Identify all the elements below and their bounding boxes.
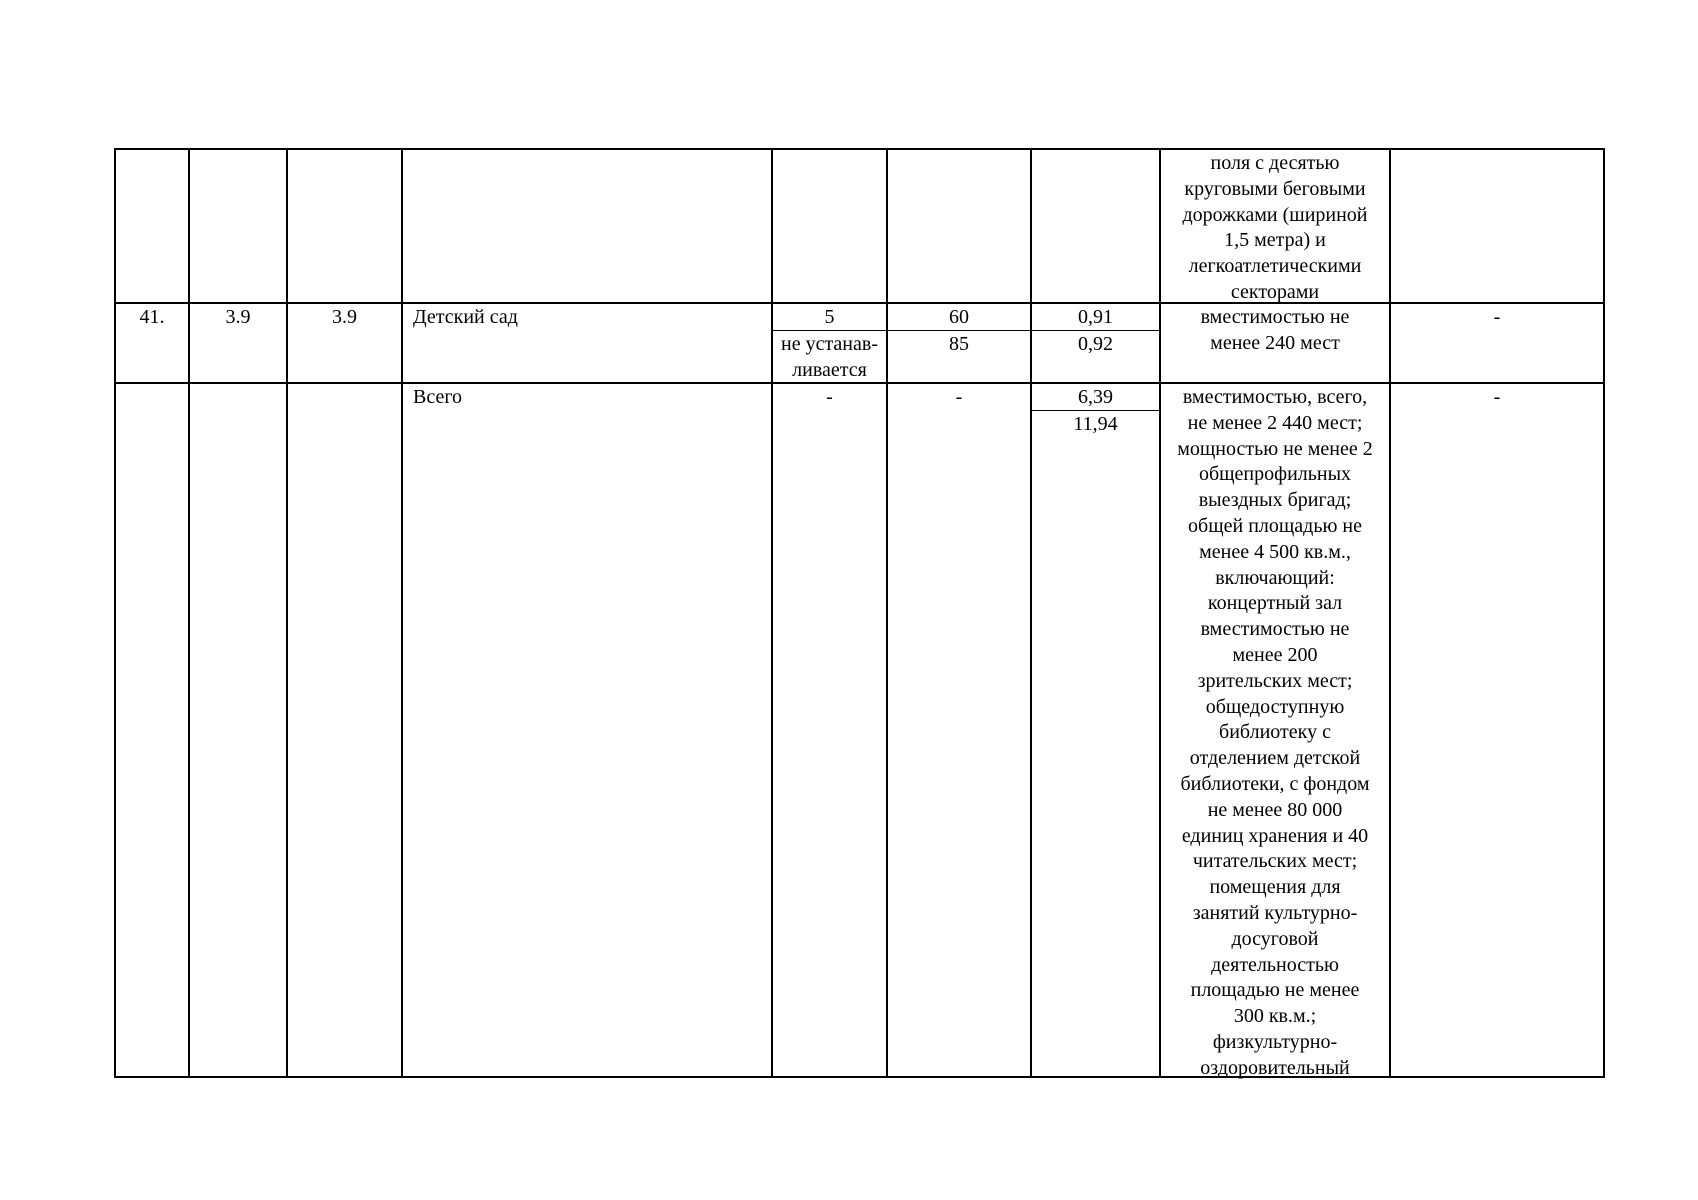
text-line: досуговой <box>1231 927 1319 950</box>
text-line: физкультурно- <box>1212 1030 1338 1053</box>
text-line: концертный зал <box>1207 592 1343 615</box>
row-41-val-a-2 <box>773 332 886 384</box>
row-41-name: Детский сад <box>413 306 518 328</box>
text-line: вместимостью, всего, <box>1182 386 1368 408</box>
text-line: общей площадью не <box>1188 514 1362 537</box>
col-border-4 <box>771 148 773 1078</box>
text-line: менее 200 <box>1232 643 1318 666</box>
text-line: вместимостью не <box>1200 306 1350 328</box>
row-41-col2: 3.9 <box>225 306 251 328</box>
row-41-number: 41. <box>139 306 165 328</box>
row-41-val-b-1: 60 <box>949 306 969 328</box>
text-line: помещения для <box>1209 876 1341 899</box>
text-line: общедоступную <box>1205 695 1345 718</box>
row-41-last: - <box>1493 306 1501 328</box>
text-line: вместимостью не <box>1200 618 1350 641</box>
table-top-border <box>114 148 1605 150</box>
total-name: Всего <box>413 386 463 408</box>
text-line: не менее 2 440 мест; <box>1187 411 1363 434</box>
text-line: библиотеки, с фондом <box>1180 772 1370 795</box>
text-line: 1,5 метра) и <box>1224 229 1326 252</box>
text-line: читательских мест; <box>1192 850 1358 873</box>
row-41-val-c-2: 0,92 <box>1078 333 1113 355</box>
row-41-description <box>1161 305 1389 357</box>
text-line: зрительских мест; <box>1197 669 1353 692</box>
text-line: не устанав- <box>780 333 878 355</box>
text-line: включающий: <box>1215 566 1335 589</box>
text-line: дорожками (шириной <box>1182 203 1368 226</box>
cont-row-description <box>1161 151 1389 306</box>
text-line: ливается <box>792 358 867 381</box>
text-line: секторами <box>1230 280 1320 303</box>
text-line: мощностью не менее 2 <box>1177 437 1373 460</box>
col-border-2 <box>286 148 288 1078</box>
text-line: занятий культурно- <box>1192 901 1358 924</box>
total-description <box>1161 385 1389 1082</box>
text-line: выездных бригад; <box>1198 489 1352 512</box>
text-line: круговыми беговыми <box>1184 177 1366 200</box>
row-41-col3: 3.9 <box>332 306 357 328</box>
text-line: единиц хранения и 40 <box>1181 824 1369 847</box>
total-val-a: - <box>826 386 833 408</box>
col-border-8 <box>1389 148 1391 1078</box>
col-border-5 <box>886 148 888 1078</box>
total-last: - <box>1493 386 1501 408</box>
col-border-0 <box>114 148 116 1078</box>
total-val-c-denominator: 11,94 <box>1073 413 1118 435</box>
text-line: отделением детской <box>1189 747 1361 770</box>
col-border-9 <box>1603 148 1605 1078</box>
text-line: оздоровительный <box>1200 1056 1350 1079</box>
text-line: менее 4 500 кв.м., <box>1199 540 1351 563</box>
text-line: библиотеку с <box>1219 721 1331 744</box>
total-val-b: - <box>955 386 963 408</box>
col-border-1 <box>188 148 190 1078</box>
text-line: площадью не менее <box>1190 979 1360 1002</box>
text-line: деятельностью <box>1211 953 1339 976</box>
text-line: общепрофильных <box>1198 463 1352 486</box>
col-border-6 <box>1030 148 1032 1078</box>
col-border-3 <box>401 148 403 1078</box>
text-line: менее 240 мест <box>1210 331 1340 354</box>
total-val-c-numerator: 6,39 <box>1078 386 1113 408</box>
text-line: 300 кв.м.; <box>1233 1005 1317 1028</box>
text-line: легкоатлетическими <box>1188 255 1362 278</box>
row-41-val-c-1: 0,91 <box>1078 306 1113 328</box>
text-line: поля с десятью <box>1210 152 1340 174</box>
row-41-val-a-1: 5 <box>824 306 835 328</box>
text-line: не менее 80 000 <box>1207 798 1343 821</box>
row-41-val-b-2: 85 <box>949 333 969 355</box>
